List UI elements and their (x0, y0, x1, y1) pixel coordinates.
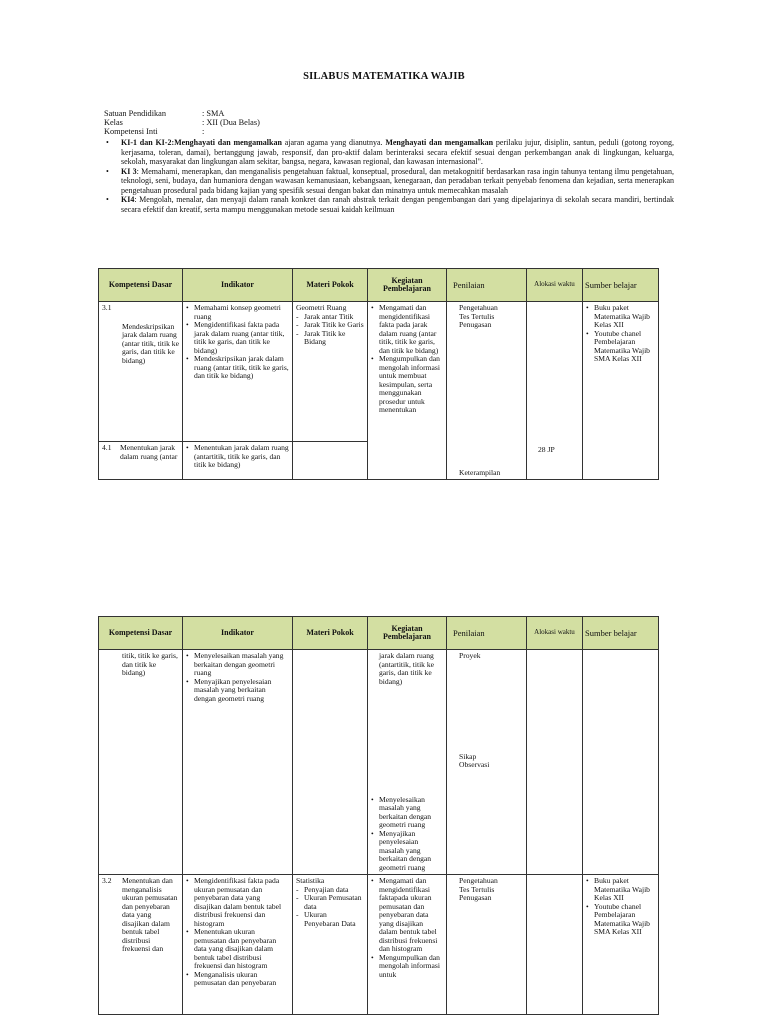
ki-text: perilaku jujur, disiplin, santun, peduli (gotong royong, kerjasama, toleran, damai), bertanggung jawab, responsif, dan pro-aktif dalam berinteraksi secara efektif sesuai dengan perkembangan anak di lingkungan, keluarga, sekolah, masyarakat dan lingkungan alam sekitar, bangsa, negara, kawasan regional, dan kawasan internasional". (121, 138, 675, 166)
kd-number: 3.2 (102, 876, 112, 885)
kegiatan-cell (368, 302, 447, 480)
header-indikator: Indikator (183, 269, 293, 302)
header-kd: Kompetensi Dasar (99, 269, 183, 302)
kd-cell (99, 650, 183, 875)
list-item: • Mengumpulkan dan mengolah informasi untuk (371, 954, 443, 980)
ki-item-1 (104, 138, 674, 167)
header-penilaian: Penilaian (447, 269, 527, 302)
materi-cell (293, 650, 368, 875)
kd-cell (99, 302, 183, 442)
sumber-cell (583, 650, 659, 875)
meta-row-ki (104, 127, 204, 136)
list-item: • Menentukan ukuran pemusatan dan penyebaran data yang disajikan dalam bentuk tabel distribusi frekuensi dan histogram (186, 928, 289, 971)
header-materi: Materi Pokok (293, 617, 368, 650)
list-item: Sikap (459, 751, 477, 761)
sumber-cell (583, 875, 659, 1015)
indikator-cell (183, 875, 293, 1015)
header-kd: Kompetensi Dasar (99, 617, 183, 650)
list-item: • Menyajikan penyelesaian masalah yang berkaitan dengan geometri ruang (371, 830, 443, 873)
ki-lead: Menghayati dan mengamalkan (385, 138, 494, 147)
list-item: - Jarak Titik ke Garis (296, 321, 364, 330)
table-row (99, 302, 659, 442)
ki-text: : Mengolah, menalar, dan menyaji dalam ranah konkret dan ranah abstrak terkait dengan pengembangan dari yang dipelajarinya di sekolah secara mandiri, bertindak secara efektif dan kreatif, serta mampu menggunakan metode sesuai kaidah keilmuan (121, 195, 674, 214)
list-item: Pengetahuan (459, 876, 498, 885)
header-materi: Materi Pokok (293, 269, 368, 302)
kompetensi-inti-list (104, 138, 674, 214)
kd-text: titik, titik ke garis, dan titik ke bidang) (122, 651, 178, 677)
sumber-cell (583, 302, 659, 480)
list-item: • Menyelesaikan masalah yang berkaitan dengan geometri ruang (371, 796, 443, 830)
list-item: - Ukuran Pemusatan data (296, 894, 364, 911)
meta-label: Satuan Pendidikan (104, 109, 166, 118)
header-kegiatan: Kegiatan Pembelajaran (368, 617, 447, 650)
syllabus-table-2 (98, 616, 659, 1015)
list-item: • Menyajikan penyelesaian masalah yang berkaitan dengan geometri ruang (186, 678, 289, 704)
kd-text: Menentukan dan menganalisis ukuran pemusatan dan penyebaran data yang disajikan dalam bentuk tabel distribusi frekuensi dan (122, 876, 178, 953)
header-indikator: Indikator (183, 617, 293, 650)
syllabus-table-1 (98, 268, 659, 480)
meta-label: Kelas (104, 118, 123, 127)
list-item: Observasi (459, 760, 490, 769)
list-item: • Youtube chanel Pembelajaran Matematika Wajib SMA Kelas XII (586, 903, 655, 937)
list-item: • Youtube chanel Pembelajaran Matematika Wajib SMA Kelas XII (586, 330, 655, 364)
list-item: Penugasan (459, 320, 492, 329)
penilaian-cell (447, 650, 527, 875)
list-item: • Mendeskripsikan jarak dalam ruang (antar titik, titik ke garis, dan titik ke bidang) (186, 355, 289, 381)
meta-value: : SMA (202, 109, 225, 118)
kd-number: 3.1 (102, 303, 112, 312)
materi-cell (293, 875, 368, 1015)
ki-lead: KI 3 (121, 166, 137, 176)
list-item: Pengetahuan (459, 303, 498, 312)
list-item: • Menentukan jarak dalam ruang (antartitik, titik ke garis, dan titik ke bidang) (186, 444, 289, 470)
list-item: Tes Tertulis (459, 884, 495, 894)
indikator-cell (183, 302, 293, 442)
materi-cell (293, 302, 368, 442)
alokasi-cell (527, 875, 583, 1015)
kegiatan-cell (368, 650, 447, 875)
ki-text: : Memahami, menerapkan, dan menganalisis pengetahuan faktual, konseptual, prosedural, dan metakognitif berdasarkan rasa ingin tahunya tentang ilmu pengetahuan, teknologi, seni, budaya, dan humaniora dengan wawasan kemanusiaan, kebangsaan, kenegaraan, dan peradaban terkait penyebab fenomena dan kejadian, serta menerapkan pengetahuan prosedural pada bidang kajian yang spesifik sesuai dengan bakat dan minatnya untuk memecahkan masalah (121, 166, 674, 195)
table-header-row (99, 269, 659, 302)
materi-title: Geometri Ruang (296, 303, 347, 312)
alokasi-cell (527, 302, 583, 480)
materi-cell (293, 442, 368, 480)
header-alokasi: Alokasi waktu (527, 617, 583, 650)
header-sumber: Sumber belajar (583, 269, 659, 302)
list-item: - Penyajian data (296, 886, 364, 895)
penilaian-cell (447, 302, 527, 480)
ki-lead: Menghayati dan mengamalkan (174, 138, 282, 147)
ki-lead: KI-1 dan KI-2: (121, 138, 175, 147)
list-item: • Memahami konsep geometri ruang (186, 304, 289, 321)
list-item: - Jarak Titik ke Bidang (296, 330, 364, 347)
list-item: - Ukuran Penyebaran Data (296, 911, 364, 928)
meta-row-satuan (104, 109, 224, 118)
table-header-row (99, 617, 659, 650)
indikator-cell (183, 442, 293, 480)
penilaian-proyek: Proyek (459, 651, 481, 660)
penilaian-cell (447, 875, 527, 1015)
alokasi-value: 28 JP (538, 445, 555, 454)
list-item: • Menyelesaikan masalah yang berkaitan dengan geometri ruang (186, 652, 289, 678)
list-item: • Mengidentifikasi fakta pada jarak dalam ruang (antar titik, titik ke garis, dan titik ke bidang) (186, 321, 289, 355)
header-alokasi: Alokasi waktu (527, 269, 583, 302)
kegiatan-cell (368, 875, 447, 1015)
ki-lead: KI4 (121, 195, 135, 204)
meta-value: : (202, 127, 205, 136)
list-item: Tes Tertulis (459, 311, 495, 321)
header-sumber: Sumber belajar (583, 617, 659, 650)
indikator-cell (183, 650, 293, 875)
kd-cell (99, 442, 183, 480)
page-title: SILABUS MATEMATIKA WAJIB (303, 71, 465, 82)
meta-value: : XII (Dua Belas) (202, 118, 260, 127)
table-row (99, 650, 659, 875)
list-item: • Menganalisis ukuran pemusatan dan penyebaran (186, 971, 289, 988)
header-kegiatan: Kegiatan Pembelajaran (368, 269, 447, 302)
materi-title: Statistika (296, 876, 325, 885)
kegiatan-continued: jarak dalam ruang (antartitik, titik ke garis, dan titik ke bidang) (379, 651, 435, 686)
meta-row-kelas (104, 118, 260, 127)
list-item: • Mengumpulkan dan mengolah informasi untuk membuat kesimpulan, serta menggunakan prosedur untuk menentukan (371, 355, 443, 415)
ki-item-3 (104, 167, 674, 196)
list-item: • Buku paket Matematika Wajib Kelas XII (586, 304, 655, 330)
kd-text: Menentukan jarak dalam ruang (antar (120, 443, 178, 461)
list-item: • Mengamati dan mengidentifikasi fakta pada jarak dalam ruang (antar titik, titik ke garis, dan titik ke bidang) (371, 304, 443, 355)
list-item: Penugasan (459, 893, 492, 902)
penilaian-keterampilan: Keterampilan (459, 467, 501, 477)
kd-text: Mendeskripsikan jarak dalam ruang (antar titik, titik ke garis, dan titik ke bidang) (122, 321, 179, 365)
ki-text: ajaran agama yang dianutnya. (281, 138, 386, 147)
meta-label: Kompetensi Inti (104, 127, 158, 136)
kd-cell (99, 875, 183, 1015)
header-penilaian: Penilaian (447, 617, 527, 650)
list-item: • Mengamati dan mengidentifikasi faktapada ukuran pemusatan dan penyebaran data yang disajikan dalam bentuk tabel distribusi frekuensi dan histogram (371, 877, 443, 954)
list-item: - Jarak antar Titik (296, 313, 364, 322)
alokasi-cell (527, 650, 583, 875)
list-item: • Buku paket Matematika Wajib Kelas XII (586, 877, 655, 903)
kd-number: 4.1 (102, 443, 112, 452)
ki-item-4 (104, 195, 674, 214)
table-row (99, 875, 659, 1015)
list-item: • Mengidentifikasi fakta pada ukuran pemusatan dan penyebaran data yang disajikan dalam bentuk tabel distribusi frekuensi dan histogram (186, 877, 289, 928)
